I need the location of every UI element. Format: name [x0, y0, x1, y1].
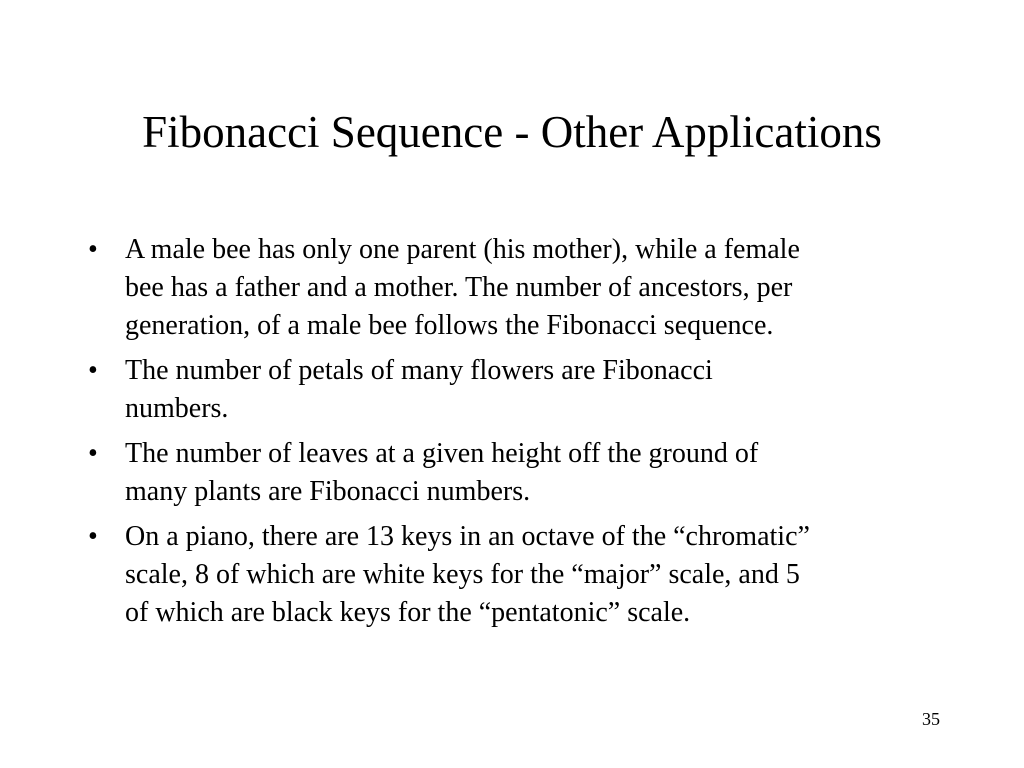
bullet-line: The number of leaves at a given height off the ground of: [125, 438, 759, 469]
bullet-line: generation, of a male bee follows the Fibonacci sequence.: [125, 310, 774, 341]
bullet-list: [88, 231, 948, 639]
bullet-line: numbers.: [125, 393, 229, 424]
slide-title: Fibonacci Sequence - Other Applications: [142, 107, 882, 157]
bullet-item: [88, 352, 948, 428]
bullet-line: A male bee has only one parent (his mother), while a female: [125, 234, 800, 265]
bullet-icon: •: [88, 521, 98, 552]
bullet-item: [88, 518, 948, 632]
bullet-line: On a piano, there are 13 keys in an octave of the “chromatic”: [125, 521, 810, 552]
bullet-item: [88, 231, 948, 345]
bullet-line: many plants are Fibonacci numbers.: [125, 476, 531, 507]
bullet-icon: •: [88, 438, 98, 469]
bullet-line: scale, 8 of which are white keys for the “major” scale, and 5: [125, 559, 800, 590]
bullet-icon: •: [88, 355, 98, 386]
bullet-line: The number of petals of many flowers are Fibonacci: [125, 355, 713, 386]
bullet-icon: •: [88, 234, 98, 265]
bullet-line: of which are black keys for the “pentatonic” scale.: [125, 597, 691, 628]
page-number: 35: [922, 709, 940, 729]
bullet-item: [88, 435, 948, 511]
bullet-line: bee has a father and a mother. The number of ancestors, per: [125, 272, 793, 303]
